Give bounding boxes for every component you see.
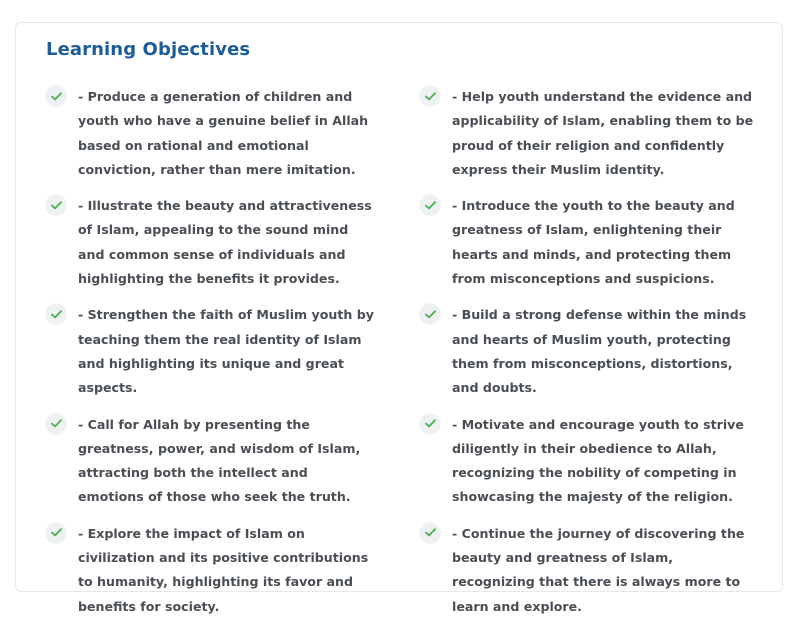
check-icon xyxy=(46,414,66,434)
objective-item xyxy=(420,303,766,400)
objective-item xyxy=(46,522,420,619)
objective-text: - Help youth understand the evidence and applicability of Islam, enabling them to be proud of their religion and confidently express their Muslim identity. xyxy=(452,89,754,177)
objective-text: - Introduce the youth to the beauty and greatness of Islam, enlightening their hearts and minds, and protecting them from misconceptions and suspicions. xyxy=(452,198,735,287)
objective-item xyxy=(420,194,766,291)
objective-item xyxy=(420,522,766,619)
objective-text: - Produce a generation of children and youth who have a genuine belief in Allah based on rational and emotional conviction, rather than mere imitation. xyxy=(78,89,369,177)
objective-text: - Strengthen the faith of Muslim youth by teaching them the real identity of Islam and highlighting its unique and great aspects. xyxy=(78,307,374,396)
check-icon xyxy=(46,195,66,215)
check-icon xyxy=(420,195,440,215)
check-icon xyxy=(46,523,66,543)
check-icon xyxy=(46,304,66,324)
objective-item xyxy=(46,413,420,510)
learning-objectives-card xyxy=(15,22,783,614)
objective-text: - Motivate and encourage youth to strive diligently in their obedience to Allah, recognizing the nobility of competing in showcasing the majesty of the religion. xyxy=(452,416,744,505)
objective-text: - Explore the impact of Islam on civilization and its positive contributions to humanity, highlighting its favor and benefits for society. xyxy=(78,525,369,614)
objective-text: - Continue the journey of discovering the beauty and greatness of Islam, recognizing that there is always more to learn and explore. xyxy=(452,525,745,614)
check-icon xyxy=(420,523,440,543)
objective-item xyxy=(46,194,420,291)
objective-text: - Build a strong defense within the minds and hearts of Muslim youth, protecting them from misconceptions, distortions, and doubts. xyxy=(452,307,747,396)
check-icon xyxy=(420,414,440,434)
objective-text: - Call for Allah by presenting the greatness, power, and wisdom of Islam, attracting both the intellect and emotions of those who seek the truth. xyxy=(78,416,361,505)
objective-item xyxy=(46,303,420,400)
check-icon xyxy=(420,304,440,324)
objectives-grid xyxy=(46,85,766,631)
objective-item xyxy=(46,85,420,182)
check-icon xyxy=(420,86,440,106)
objective-item xyxy=(420,413,766,510)
section-title: Learning Objectives xyxy=(46,39,251,60)
check-icon xyxy=(46,86,66,106)
objective-text: - Illustrate the beauty and attractiveness of Islam, appealing to the sound mind and common sense of individuals and highlighting the benefits it provides. xyxy=(78,198,372,287)
objective-item xyxy=(420,85,766,182)
